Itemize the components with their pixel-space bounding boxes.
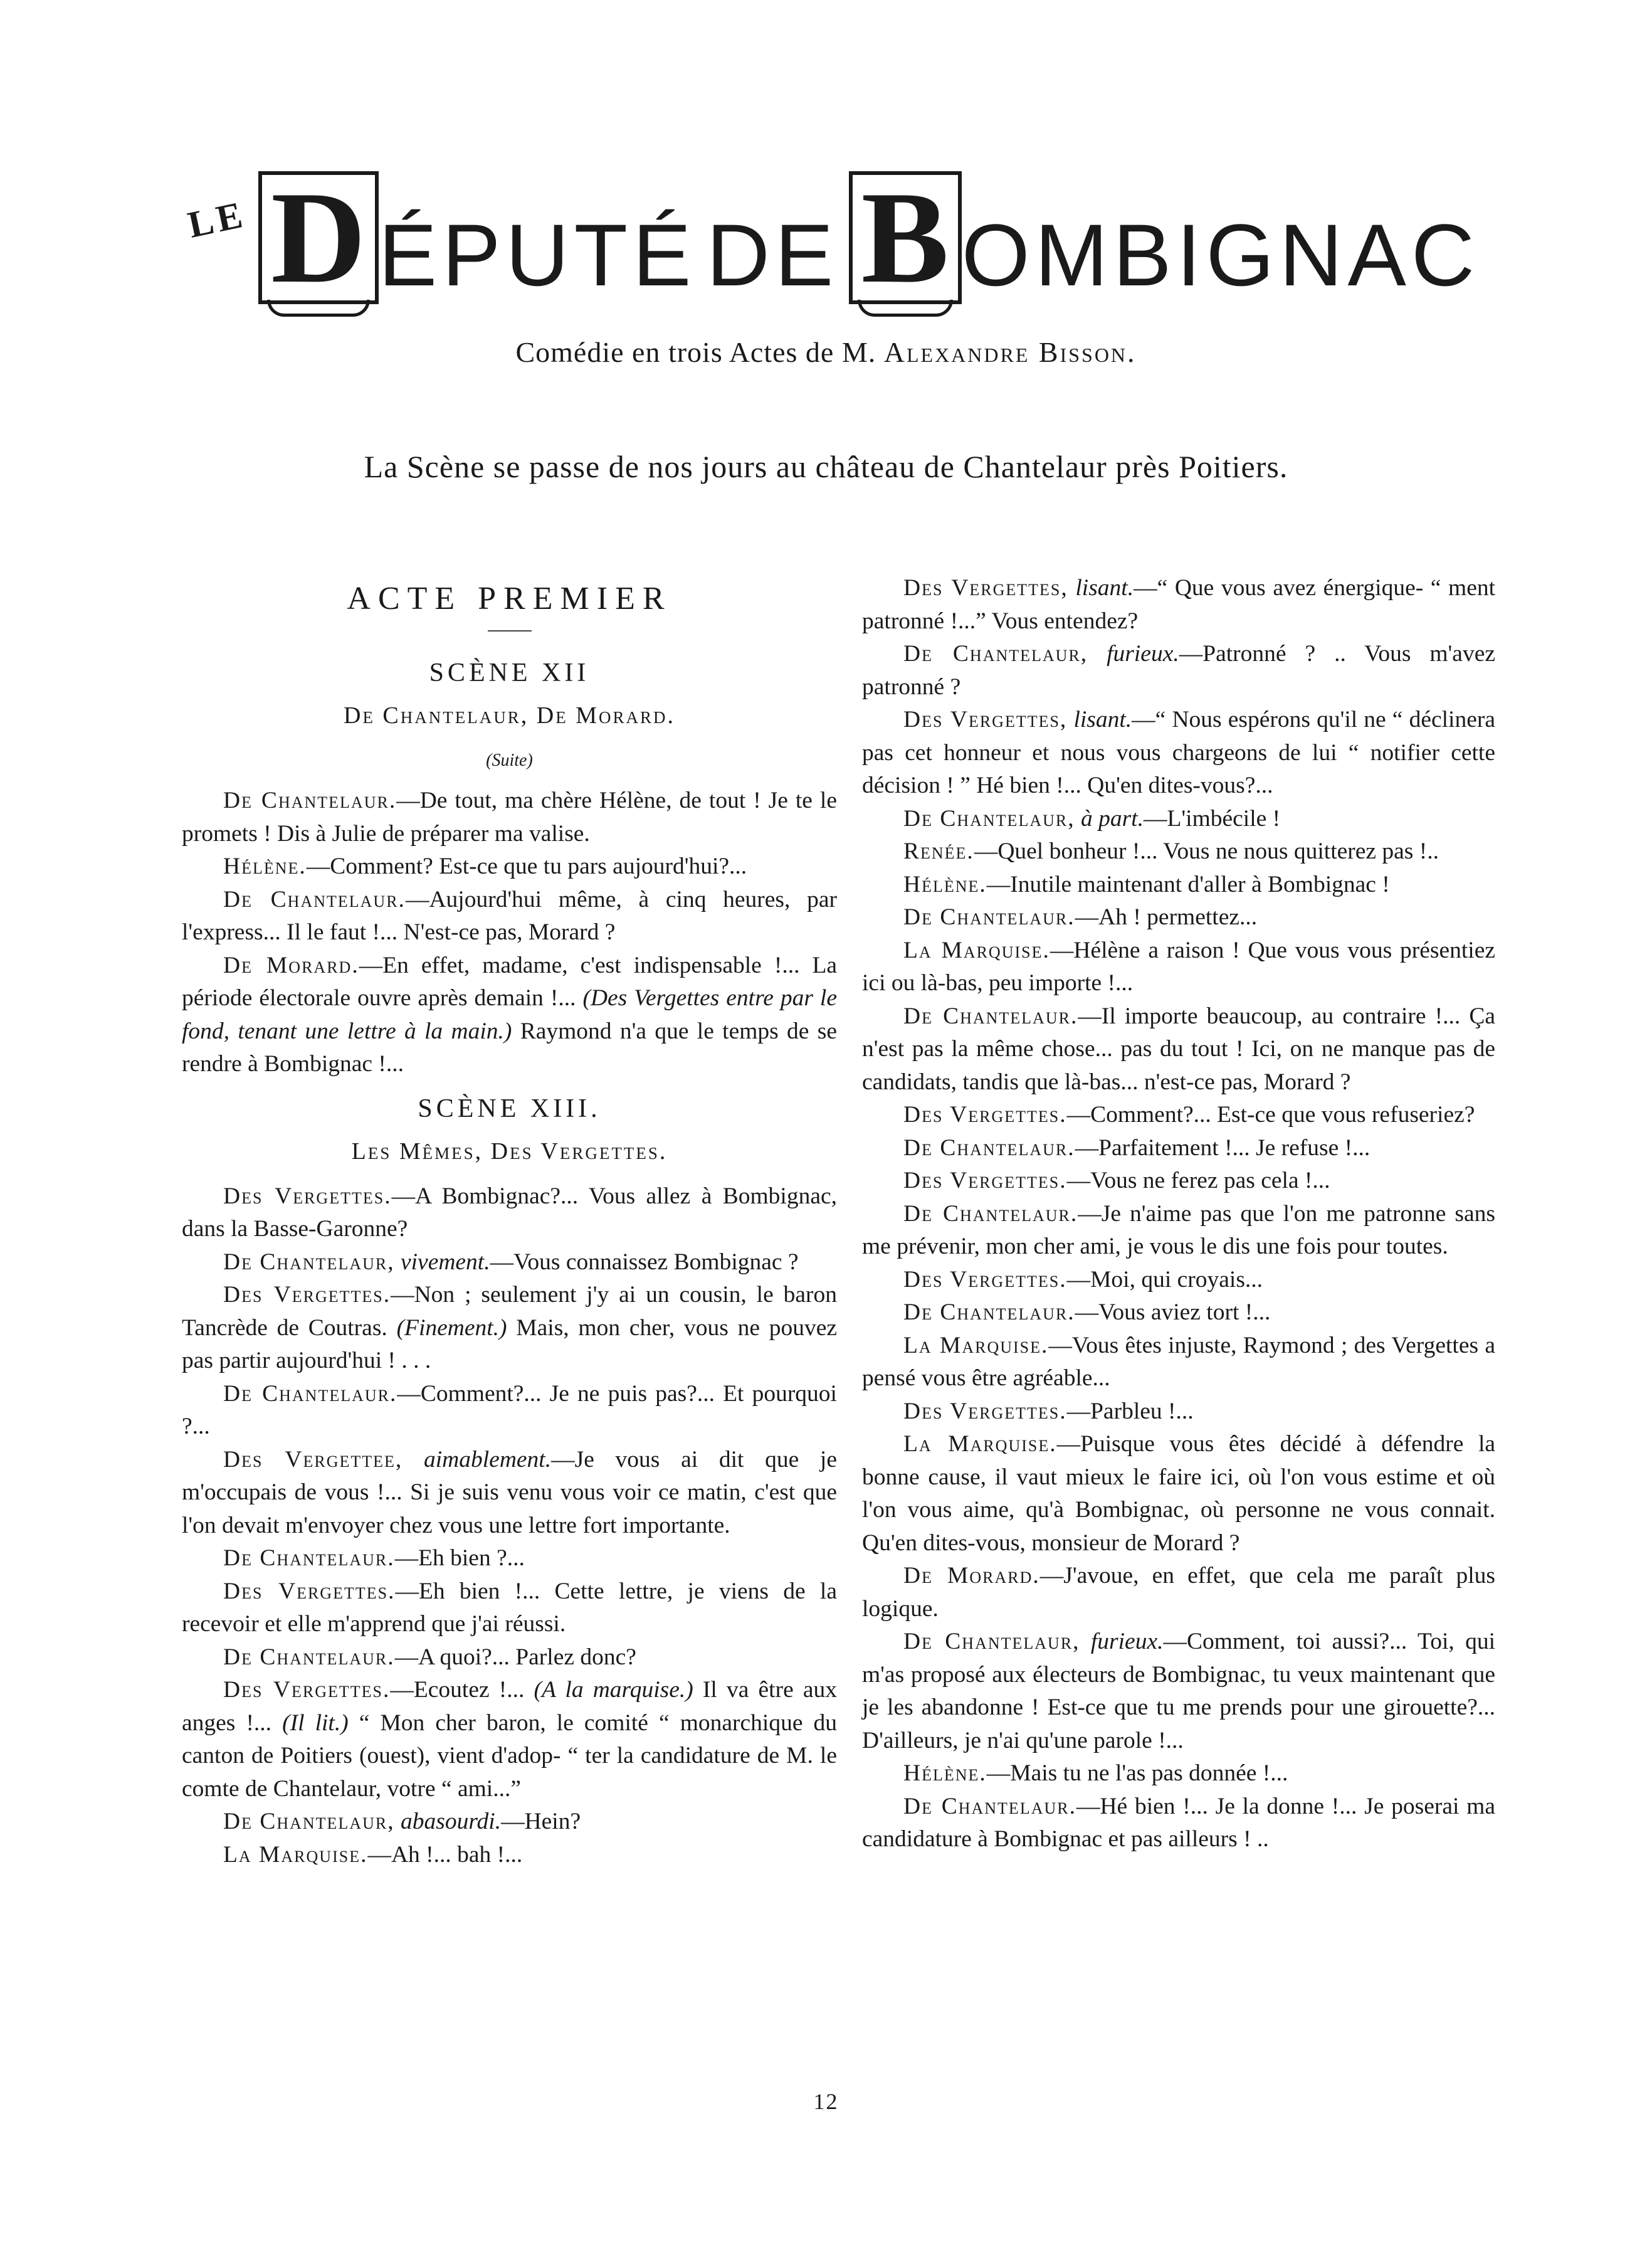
dialogue-paragraph: De Chantelaur.—Il importe beaucoup, au contraire !... Ça n'est pas la même chose... pas du tout ! Ici, on ne manque pas de candidats, tandis que là-bas... n'est-ce pas, Morard ?: [862, 1003, 1495, 1095]
dialogue-paragraph: La Marquise.—Puisque vous êtes décidé à défendre la bonne cause, il vaut mieux le faire ici, où l'on vous estime et où l'on vous aime, qu'à Bombignac, où personne ne vous connait. Qu'en dites-vous, monsieur de Morard ?: [862, 1431, 1496, 1556]
dialogue-paragraph: La Marquise.—Ah !... bah !...: [223, 1841, 523, 1868]
dialogue-paragraph: De Chantelaur.—Parfaitement !... Je refuse !...: [903, 1134, 1371, 1161]
scene-heading-xii: SCÈNE XII: [429, 658, 590, 687]
dialogue-paragraph: La Marquise.—Hélène a raison ! Que vous vous présentiez ici ou là-bas, peu importe !...: [862, 937, 1495, 996]
dialogue-paragraph: Hélène.—Comment? Est-ce que tu pars aujourd'hui?...: [223, 854, 747, 879]
scene-cast: Les Mêmes, Des Vergettes.: [351, 1138, 668, 1165]
title-initial-b: B: [849, 171, 962, 304]
dialogue-paragraph: De Chantelaur.—Eh bien ?...: [223, 1545, 525, 1571]
dialogue-paragraph: De Chantelaur, abasourdi.—Hein?: [223, 1809, 581, 1834]
scene-heading-xiii: SCÈNE XIII.: [418, 1094, 601, 1123]
dialogue-paragraph: Des Vergettes.—Non ; seulement j'y ai un cousin, le baron Tancrède de Coutras. (Finement.) Mais, mon cher, vous ne pouvez pas partir aujourd'hui ! . . .: [182, 1282, 838, 1373]
dialogue-paragraph: De Morard.—En effet, madame, c'est indispensable !... La période électorale ouvre après demain !... (Des Vergettes entre par le fond, tenant une lettre à la main.) Raymond n'a que le temps de se rendre à Bombignac !...: [182, 952, 838, 1077]
left-column: [182, 568, 837, 1871]
scene-continued-note: (Suite): [486, 751, 533, 770]
dialogue-paragraph: Renée.—Quel bonheur !... Vous ne nous quitterez pas !..: [903, 838, 1439, 864]
dialogue-paragraph: De Morard.—J'avoue, en effet, que cela me paraît plus logique.: [862, 1563, 1495, 1622]
dialogue-paragraph: Des Vergettes.—Ecoutez !... (A la marquise.) Il va être aux anges !... (Il lit.) “ Mon cher baron, le comité “ monarchique du canton de Poitiers (ouest), vient d'adop- “ ter la candidature de M. le comte de Chantelaur, votre “ ami...”: [182, 1677, 838, 1802]
title-word-depute: ÉPUTÉ: [378, 206, 697, 304]
dialogue-paragraph: Des Vergettes.—Moi, qui croyais...: [903, 1266, 1263, 1293]
dialogue-paragraph: De Chantelaur, furieux.—Patronné ? .. Vous m'avez patronné ?: [862, 641, 1495, 700]
scene-cast: De Chantelaur, De Morard.: [344, 702, 675, 729]
title-word-bombignac: OMBIGNAC: [961, 206, 1480, 304]
play-title: [184, 165, 1480, 310]
title-article: LE: [184, 193, 250, 246]
dialogue-paragraph: Des Vergettee, aimablement.—Je vous ai dit que je m'occupais de vous !... Si je suis venu vous voir ce matin, c'est que l'on devait m'envoyer chez vous une lettre fort importante.: [182, 1446, 837, 1538]
dialogue-paragraph: Des Vergettes, lisant.—“ Nous espérons qu'il ne “ déclinera pas cet honneur et nous vous chargeons de lui “ notifier cette décision ! ” Hé bien !... Qu'en dites-vous?...: [862, 707, 1495, 798]
dialogue-paragraph: La Marquise.—Vous êtes injuste, Raymond ; des Vergettes a pensé vous être agréable...: [862, 1332, 1495, 1391]
dialogue-paragraph: Des Vergettes.—Parbleu !...: [903, 1398, 1194, 1424]
dialogue-paragraph: Des Vergettes.—A Bombignac?... Vous allez à Bombignac, dans la Basse-Garonne?: [182, 1183, 837, 1242]
divider: [488, 630, 532, 632]
subtitle: [0, 336, 1652, 369]
dialogue-paragraph: De Chantelaur.—Je n'aime pas que l'on me patronne sans me prévenir, mon cher ami, je vous le dis une fois pour toutes.: [862, 1200, 1495, 1259]
dialogue-paragraph: Des Vergettes.—Comment?... Est-ce que vous refuseriez?: [903, 1102, 1475, 1128]
subtitle-author: Alexandre Bisson.: [883, 336, 1137, 368]
dialogue-paragraph: Hélène.—Inutile maintenant d'aller à Bombignac !: [903, 871, 1390, 897]
dialogue-paragraph: De Chantelaur.—Ah ! permettez...: [903, 904, 1258, 930]
page-number: 12: [813, 2089, 839, 2114]
dialogue-paragraph: De Chantelaur, vivement.—Vous connaissez Bombignac ?: [223, 1249, 799, 1275]
scene-setting: La Scène se passe de nos jours au château de Chantelaur près Poitiers.: [364, 449, 1288, 484]
dialogue-paragraph: De Chantelaur.—Comment?... Je ne puis pas?... Et pourquoi ?...: [182, 1380, 837, 1439]
dialogue-paragraph: De Chantelaur.—Hé bien !... Je la donne !... Je poserai ma candidature à Bombignac et pas ailleurs ! ..: [862, 1793, 1495, 1852]
dialogue-paragraph: De Chantelaur.—De tout, ma chère Hélène, de tout ! Je te le promets ! Dis à Julie de préparer ma valise.: [182, 788, 837, 847]
dialogue-paragraph: De Chantelaur.—Vous aviez tort !...: [903, 1299, 1271, 1325]
title-initial-d: D: [258, 171, 379, 304]
title-word-de: DE: [706, 206, 839, 304]
dialogue-paragraph: Des Vergettes.—Vous ne ferez pas cela !...: [903, 1168, 1330, 1193]
subtitle-lead: Comédie en trois Actes de M.: [515, 336, 876, 368]
dialogue-paragraph: De Chantelaur.—Aujourd'hui même, à cinq heures, par l'express... Il le faut !... N'est-ce pas, Morard ?: [182, 886, 837, 945]
right-column: [862, 572, 1495, 1856]
dialogue-paragraph: De Chantelaur, furieux.—Comment, toi aussi?... Toi, qui m'as proposé aux électeurs de Bombignac, tu veux maintenant que je les abandonne ! Est-ce que tu me prends pour une girouette?... D'ailleurs, je n'ai qu'une parole !...: [862, 1629, 1495, 1753]
dialogue-paragraph: Des Vergettes, lisant.—“ Que vous avez énergique- “ ment patronné !...” Vous entendez?: [862, 575, 1496, 634]
act-heading: ACTE PREMIER: [347, 581, 672, 616]
dialogue-paragraph: De Chantelaur, à part.—L'imbécile !: [903, 805, 1281, 832]
dialogue-paragraph: Des Vergettes.—Eh bien !... Cette lettre, je viens de la recevoir et elle m'apprend que j'ai réussi.: [182, 1578, 837, 1637]
dialogue-paragraph: De Chantelaur.—A quoi?... Parlez donc?: [223, 1644, 636, 1670]
dialogue-paragraph: Hélène.—Mais tu ne l'as pas donnée !...: [903, 1760, 1288, 1786]
